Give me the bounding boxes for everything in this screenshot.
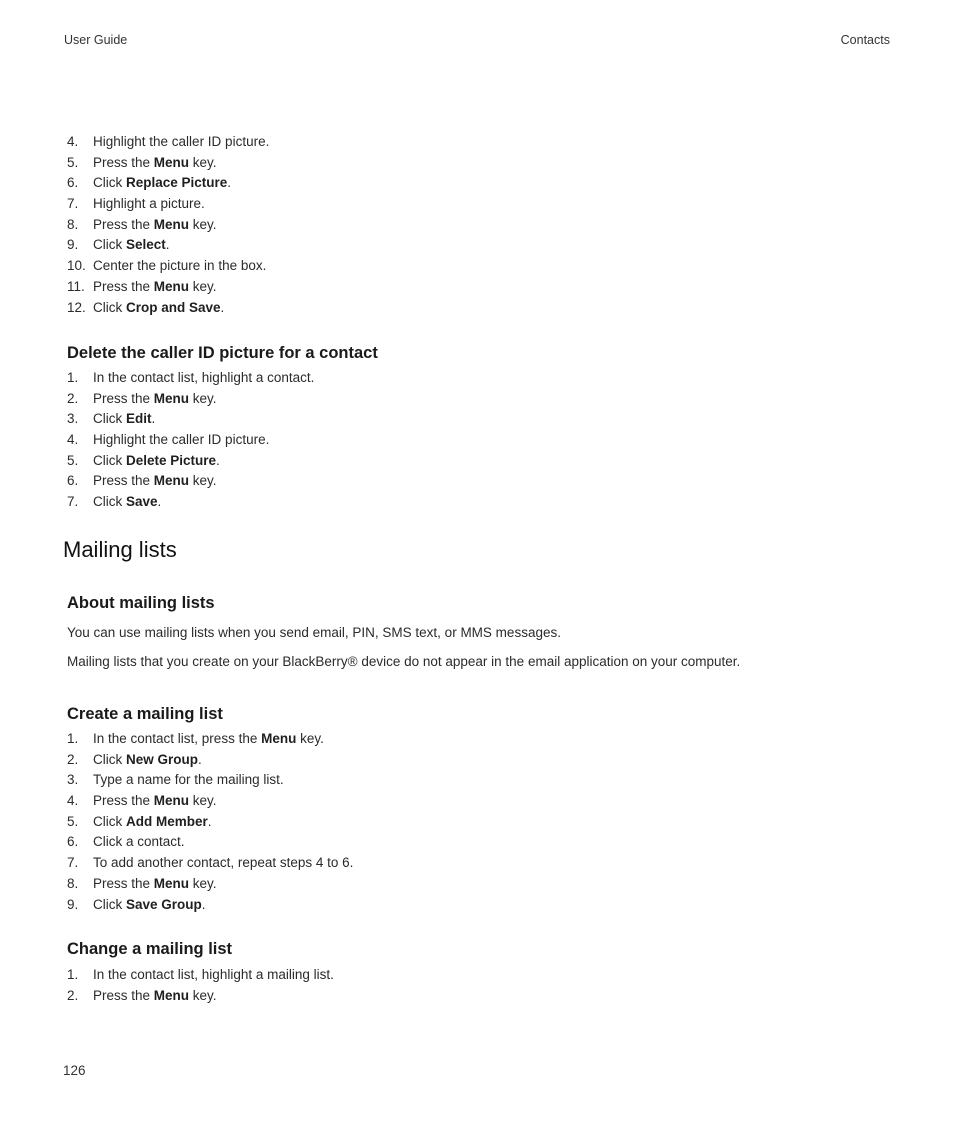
step-number: 6. xyxy=(67,175,79,191)
step-text-suffix: . xyxy=(227,175,232,191)
step-text-suffix: . xyxy=(220,299,225,315)
step-number: 5. xyxy=(67,813,79,829)
step-number: 4. xyxy=(67,134,79,149)
list-item xyxy=(67,389,314,410)
list-item xyxy=(67,492,314,513)
ui-term: Select xyxy=(126,237,166,253)
step-number: 4. xyxy=(67,793,79,809)
list-item xyxy=(67,256,269,277)
step-number: 2. xyxy=(67,751,79,767)
about-paragraph-1: You can use mailing lists when you send email, PIN, SMS text, or MMS messages. xyxy=(67,625,561,640)
heading-delete-caller-id-picture: Delete the caller ID picture for a contact xyxy=(67,344,378,362)
step-text-suffix: . xyxy=(216,452,220,468)
step-number: 6. xyxy=(67,834,79,850)
step-text: Highlight a picture. xyxy=(93,196,205,212)
heading-create-mailing-list: Create a mailing list xyxy=(67,705,223,723)
step-text-suffix: key. xyxy=(189,278,217,294)
step-text-suffix: key. xyxy=(189,216,217,232)
list-item xyxy=(67,986,334,1007)
step-number: 7. xyxy=(67,494,79,510)
list-item xyxy=(67,215,269,236)
list-item xyxy=(67,451,314,472)
ui-term: Menu xyxy=(153,216,190,232)
step-number: 1. xyxy=(67,370,79,385)
about-paragraph-2: Mailing lists that you create on your BlackBerry® device do not appear in the email application on your computer. xyxy=(67,654,741,669)
step-number: 8. xyxy=(67,875,79,891)
page-number: 126 xyxy=(63,1063,86,1078)
ui-term: Menu xyxy=(153,875,190,891)
step-text: Highlight the caller ID picture. xyxy=(93,432,270,448)
steps-list-change-mailing-list xyxy=(67,965,334,1006)
step-text: Press the xyxy=(93,473,154,489)
step-text: Click xyxy=(93,813,126,829)
step-text: In the contact list, press the xyxy=(93,731,262,746)
ui-term: Save xyxy=(126,494,158,510)
list-item xyxy=(67,194,269,215)
list-item xyxy=(67,277,269,298)
list-item xyxy=(67,153,269,174)
list-item xyxy=(67,750,353,771)
step-text: Click xyxy=(93,494,126,510)
step-text: Press the xyxy=(93,154,154,170)
step-number: 9. xyxy=(67,896,79,912)
step-number: 9. xyxy=(67,237,79,253)
step-text: Click xyxy=(93,411,126,427)
list-item xyxy=(67,832,353,853)
list-item xyxy=(67,874,353,895)
step-text-suffix: key. xyxy=(189,154,217,170)
steps-list-create-mailing-list xyxy=(67,729,353,915)
step-text: Press the xyxy=(93,793,154,809)
step-number: 4. xyxy=(67,432,79,448)
step-text-suffix: . xyxy=(157,494,162,510)
steps-list-replace-picture xyxy=(67,132,269,318)
ui-term: Menu xyxy=(153,987,190,1003)
list-item xyxy=(67,965,334,986)
ui-term: New Group xyxy=(126,751,199,767)
list-item xyxy=(67,812,353,833)
steps-list-delete-picture xyxy=(67,368,314,513)
ui-term: Delete Picture xyxy=(126,452,217,468)
step-number: 11. xyxy=(67,278,85,294)
step-text-suffix: . xyxy=(201,896,206,912)
ui-term: Menu xyxy=(153,390,190,406)
step-text: Center the picture in the box. xyxy=(93,258,267,274)
step-text-suffix: key. xyxy=(189,875,217,891)
step-text-suffix: . xyxy=(207,813,212,829)
step-text: Click a contact. xyxy=(93,834,185,850)
step-text: Press the xyxy=(93,987,154,1003)
ui-term: Menu xyxy=(153,278,190,294)
list-item xyxy=(67,298,269,319)
list-item xyxy=(67,770,353,791)
running-header-title: User Guide xyxy=(64,33,128,47)
step-text-suffix: key. xyxy=(189,793,217,809)
list-item xyxy=(67,791,353,812)
step-text: Type a name for the mailing list. xyxy=(93,772,284,788)
ui-term: Crop and Save xyxy=(126,299,221,315)
ui-term: Edit xyxy=(126,411,152,427)
step-text: Highlight the caller ID picture. xyxy=(93,134,270,149)
step-number: 3. xyxy=(67,411,79,427)
step-text-suffix: . xyxy=(198,751,202,767)
list-item xyxy=(67,471,314,492)
step-text: In the contact list, highlight a mailing list. xyxy=(93,967,334,982)
step-text: In the contact list, highlight a contact. xyxy=(93,370,315,385)
section-title-mailing-lists: Mailing lists xyxy=(63,537,177,562)
list-item xyxy=(67,368,314,389)
step-text: Press the xyxy=(93,278,154,294)
step-number: 5. xyxy=(67,154,79,170)
step-text: Press the xyxy=(93,875,154,891)
ui-term: Menu xyxy=(153,793,190,809)
step-text: Click xyxy=(93,452,126,468)
step-text-suffix: . xyxy=(151,411,156,427)
ui-term: Menu xyxy=(153,154,190,170)
list-item xyxy=(67,853,353,874)
step-text-suffix: key. xyxy=(189,473,217,489)
step-text: Press the xyxy=(93,216,154,232)
step-text: Click xyxy=(93,751,126,767)
step-text: Click xyxy=(93,299,126,315)
ui-term: Replace Picture xyxy=(126,175,228,191)
heading-about-mailing-lists: About mailing lists xyxy=(67,594,215,612)
step-number: 3. xyxy=(67,772,79,788)
step-number: 1. xyxy=(67,967,79,982)
step-number: 8. xyxy=(67,216,79,232)
list-item xyxy=(67,895,353,916)
ui-term: Menu xyxy=(261,731,297,746)
step-number: 10. xyxy=(67,258,86,274)
step-number: 12. xyxy=(67,299,86,315)
step-number: 2. xyxy=(67,390,79,406)
step-number: 6. xyxy=(67,473,79,489)
step-number: 2. xyxy=(67,987,79,1003)
step-number: 7. xyxy=(67,855,79,871)
step-text-suffix: key. xyxy=(189,390,217,406)
list-item xyxy=(67,235,269,256)
ui-term: Menu xyxy=(153,473,190,489)
list-item xyxy=(67,173,269,194)
step-text: To add another contact, repeat steps 4 to 6. xyxy=(93,855,354,871)
step-text-suffix: . xyxy=(165,237,170,253)
heading-change-mailing-list: Change a mailing list xyxy=(67,940,233,958)
step-text: Click xyxy=(93,896,126,912)
running-header-section: Contacts xyxy=(840,33,890,47)
step-text: Click xyxy=(93,175,126,191)
step-number: 5. xyxy=(67,452,79,468)
step-text: Click xyxy=(93,237,126,253)
list-item xyxy=(67,132,269,153)
step-text-suffix: key. xyxy=(296,731,324,746)
list-item xyxy=(67,430,314,451)
step-text: Press the xyxy=(93,390,154,406)
ui-term: Add Member xyxy=(126,813,208,829)
list-item xyxy=(67,729,353,750)
step-text-suffix: key. xyxy=(189,987,217,1003)
step-number: 7. xyxy=(67,196,79,212)
step-number: 1. xyxy=(67,731,79,746)
ui-term: Save Group xyxy=(126,896,202,912)
list-item xyxy=(67,409,314,430)
